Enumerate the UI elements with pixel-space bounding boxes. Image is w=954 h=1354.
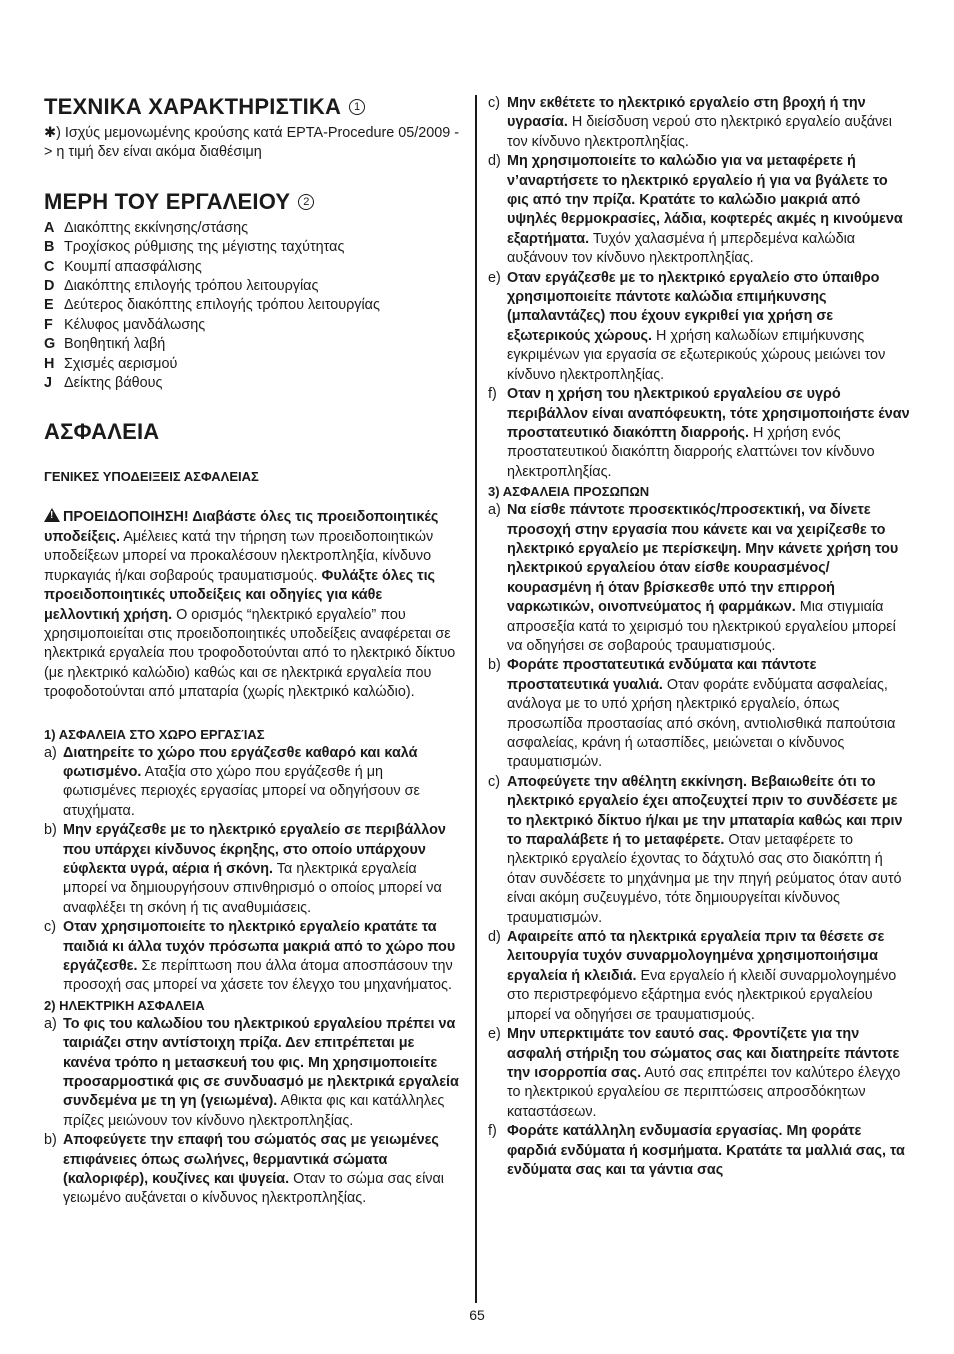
left-column	[44, 94, 460, 1209]
list-item: a) Το φις του καλωδίου του ηλεκτρικού εργαλείου πρέπει να ταιριάζει στην αντίστοιχη πρίζα. Δεν επιτρέπεται με κανένα τρόπο η μετασκευή του φις. Μη χρησιμοποιείτε προσαρμοστικά φις σε συνδυασμό με ηλεκτρικά εργαλεία συνδεμένα με τη γη (γειωμένα). Αθικτα φις και κατάλληλες πρίζες μειώνουν τον κίνδυνο ηλεκτροπληξίας.	[44, 1015, 459, 1129]
electrical-heading: 2) ΗΛΕΚΤΡΙΚΗ ΑΣΦΑΛΕΙΑ	[44, 997, 205, 1013]
list-item: b) Φοράτε προστατευτικά ενδύματα και πάντοτε προστατευτικά γυαλιά. Οταν φοράτε ενδύματα ασφαλείας, ανάλογα με το υπό χρήση ηλεκτρικό εργαλείο, όπως προσωπίδα προστασίας από σκόνη, αντιολισθικά παπούτσια ασφαλείας, κράνη ή ωτασπίδες, μειώνεται ο κίνδυνος τραυματισμών.	[488, 657, 896, 771]
list-item: J Δείκτης βάθους	[44, 375, 163, 392]
right-column	[488, 94, 912, 1180]
list-item: E Δεύτερος διακόπτης επιλογής τρόπου λειτουργίας	[44, 297, 380, 314]
list-item: c) Μην εκθέτετε το ηλεκτρικό εργαλείο στη βροχή ή την υγρασία. Η διείσδυση νερού στο ηλεκτρικό εργαλείο αυξάνει τον κίνδυνο ηλεκτροπληξίας.	[488, 95, 892, 150]
list-item: b) Αποφεύγετε την επαφή του σώματός σας με γειωμένες επιφάνειες όπως σωλήνες, θερμαντικά σώματα (καλοριφέρ), κουζίνες και ψυγεία. Οταν το σώμα σας είναι γειωμένο αυξάνεται ο κίνδυνος ηλεκτροπληξίας.	[44, 1132, 444, 1207]
list-item: A Διακόπτης εκκίνησης/στάσης	[44, 219, 249, 236]
tech-specs-title: ΤΕΧΝΙΚΑ ΧΑΡΑΚΤΗΡΙΣΤΙΚΑ	[44, 94, 342, 119]
figure-ref-1: 1	[349, 99, 365, 115]
list-item: B Τροχίσκος ρύθμισης της μέγιστης ταχύτητας	[44, 239, 345, 256]
work-area-heading: 1) ΑΣΦΑΛΕΙΑ ΣΤΟ ΧΩΡΟ ΕΡΓΑΣΊΑΣ	[44, 726, 265, 742]
list-item: b) Μην εργάζεσθε με το ηλεκτρικό εργαλείο σε περιβάλλον που υπάρχει κίνδυνος έκρηξης, στο οποίο υπάρχουν εύφλεκτα υγρά, αέρια ή σκόνη. Τα ηλεκτρικά εργαλεία μπορεί να δημιουργήσουν σπινθηρισμό ο οποίος μπορεί να αναφλέξει τη σκόνη ή τις αναθυμιάσεις.	[44, 822, 446, 916]
list-item: d) Μη χρησιμοποιείτε το καλώδιο για να μεταφέρετε ή ν’αναρτήσετε το ηλεκτρικό εργαλείο ή για να βγάλετε το φις από την πρίζα. Κρατάτε το καλώδιο μακριά από υψηλές θερμοκρασίες, λάδια, κοφτερές ακμές η κινούμενα εξαρτήματα. Τυχόν χαλασμένα ή μπερδεμένα καλώδια αυξάνουν τον κίνδυνο ηλεκτροπληξίας.	[488, 153, 903, 267]
list-item: C Κουμπί απασφάλισης	[44, 258, 202, 275]
warning-paragraph: !ΠΡΟΕΙΔΟΠΟΙΗΣΗ! Διαβάστε όλες τις προειδοποιητικές υποδείξεις. Αμέλειες κατά την τήρηση των προειδοποιητικών υποδείξεων μπορεί να προκαλέσουν ηλεκτροπληξία, κίνδυνο πυρκαγιάς ή/και σοβαρούς τραυματισμούς. Φυλάξτε όλες τις προειδοποιητικές υποδείξεις και οδηγίες για κάθε μελλοντική χρήση. Ο ορισμός “ηλεκτρικό εργαλείο” που χρησιμοποιείται στις προειδοποιητικές υποδείξεις αναφέρεται σε ηλεκτρικά εργαλεία που τροφοδοτούνται από το ηλεκτρικό δίκτυο (με ηλεκτρικό καλώδιο) καθώς και σε ηλεκτρικά εργαλεία που τροφοδοτούνται από μπαταρία (χωρίς ηλεκτρικό καλώδιο).	[44, 508, 460, 702]
figure-ref-2: 2	[298, 194, 314, 210]
list-item: H Σχισμές αερισμού	[44, 355, 178, 372]
list-item: f) Φοράτε κατάλληλη ενδυμασία εργασίας. Μη φοράτε φαρδιά ενδύματα ή κοσμήματα. Κρατάτε τα μαλλιά σας, τα ενδύματα σας και τα γάντια σας	[488, 1123, 905, 1178]
asterisk-icon: ✱	[44, 125, 57, 141]
parts-list	[44, 219, 460, 394]
page-number: 65	[469, 1307, 485, 1323]
list-item: F Κέλυφος μανδάλωσης	[44, 316, 206, 333]
tech-specs-heading	[44, 94, 460, 120]
list-item: D Διακόπτης επιλογής τρόπου λειτουργίας	[44, 278, 319, 295]
personal-safety-heading: 3) ΑΣΦΑΛΕΙΑ ΠΡΟΣΩΠΩΝ	[488, 484, 650, 500]
tech-specs-note	[44, 124, 460, 163]
list-item: G Βοηθητική λαβή	[44, 336, 166, 353]
safety-title: ΑΣΦΑΛΕΙΑ	[44, 419, 160, 445]
list-item: c) Αποφεύγετε την αθέλητη εκκίνηση. Βεβαιωθείτε ότι το ηλεκτρικό εργαλείο έχει αποζευχτεί πριν το συνδέσετε με το ηλεκτρικό δίκτυο ή/και με την μπαταρία καθώς και πριν το παραλάβετε ή το μεταφέρετε. Οταν μεταφέρετε το ηλεκτρικό εργαλείο έχοντας το δάχτυλό σας στο διακόπτη ή όταν συνδέσετε το μηχάνημα με την πηγή ρεύματος όταν αυτό είναι ακόμη συζευγμένο, τότε δημιουργείται κίνδυνος τραυματισμών.	[488, 773, 903, 926]
parts-title: ΜΕΡΗ ΤΟΥ ΕΡΓΑΛΕΙΟΥ	[44, 188, 291, 214]
list-item: c) Οταν χρησιμοποιείτε το ηλεκτρικό εργαλείο κρατάτε τα παιδιά κι άλλα τυχόν πρόσωπα μακριά από το χώρο που εργάζεσθε. Σε περίπτωση που άλλα άτομα αποσπάσουν την προσοχή σας μπορεί να χάσετε τον έλεγχο του μηχανήματος.	[44, 919, 456, 994]
column-divider	[475, 95, 477, 1303]
list-item: e) Μην υπερκτιμάτε τον εαυτό σας. Φροντίζετε για την ασφαλή στήριξη του σώματος σας και διατηρείτε πάντοτε την ισορροπία σας. Αυτό σας επιτρέπει τον καλύτερο έλεγχο το ηλεκτρικού εργαλείου σε περιπτώσεις απροσδόκητων καταστάσεων.	[488, 1026, 901, 1120]
warning-triangle-icon	[44, 508, 60, 522]
list-item: a) Διατηρείτε το χώρο που εργάζεσθε καθαρό και καλά φωτισμένο. Αταξία στο χώρο που εργάζεσθε ή μη φωτισμένες περιοχές εργασίας μπορεί να οδηγήσουν σε ατυχήματα.	[44, 744, 420, 819]
general-safety-heading: ΓΕΝΙΚΕΣ ΥΠΟΔΕΙΞΕΙΣ ΑΣΦΑΛΕΙΑΣ	[44, 469, 259, 485]
list-item: a) Να είσθε πάντοτε προσεκτικός/προσεκτική, να δίνετε προσοχή στην εργασία που κάνετε και να χειρίζεσθε το ηλεκτρικό εργαλείο με περίσκεψη. Μην κάνετε χρήση του ηλεκτρικού εργαλείου όταν είσθε κουρασμένος/κουρασμένη ή όταν βρίσκεσθε υπό την επιρροή ναρκωτικών, οινοπνεύματος ή φαρμάκων. Μια στιγμιαία απροσεξία κατά το χειρισμό του ηλεκτρικού εργαλείου μπορεί να οδηγήσει σε σοβαρούς τραυματισμούς.	[488, 502, 899, 654]
parts-heading	[44, 189, 460, 215]
list-item: e) Οταν εργάζεσθε με το ηλεκτρικό εργαλείο στο ύπαιθρο χρησιμοποιείτε πάντοτε καλώδια επιμήκυνσης (μπαλαντάζες) που έχουν εγκριθεί για χρήση σε εξωτερικούς χώρους. Η χρήση καλωδίων επιμήκυνσης εγκριμένων για εργασία σε εξωτερικούς χώρους μειώνει τον κίνδυνο ηλεκτροπληξίας.	[488, 269, 886, 383]
list-item: d) Αφαιρείτε από τα ηλεκτρικά εργαλεία πριν τα θέσετε σε λειτουργία τυχόν συναρμολογημένα χρησιμοποιήσιμα εργαλεία ή κλειδιά. Ενα εργαλείο ή κλειδί συναρμολογημένο στο περιστρεφόμενο εξάρτημα ενός ηλεκτρικού εργαλείου μπορεί να οδηγήσει σε τραυματισμούς.	[488, 929, 897, 1023]
tech-specs-note-text: ) Ισχύς μεμονωμένης κρούσης κατά EPTA-Procedure 05/2009 -> η τιμή δεν είναι ακόμα διαθέσιμη	[44, 125, 460, 161]
list-item: f) Οταν η χρήση του ηλεκτρικού εργαλείου σε υγρό περιβάλλον είναι αναπόφευκτη, τότε χρησιμοποιήστε έναν προστατευτικό διακόπτη διαρροής. Η χρήση ενός προστατευτικού διακόπτη διαρροής ελαττώνει τον κίνδυνο ηλεκτροπληξίας.	[488, 386, 910, 480]
